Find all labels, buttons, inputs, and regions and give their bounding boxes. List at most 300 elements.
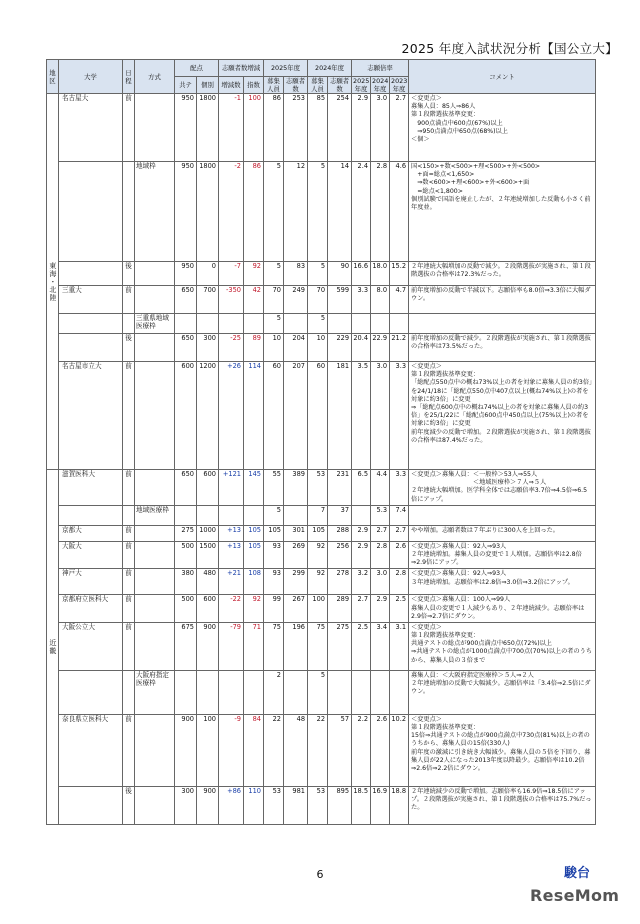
cell-r24: 5 [308, 670, 328, 714]
cell-i: 92 [244, 595, 264, 623]
cell-b25: 2.7 [352, 595, 371, 623]
cell-s25: 12 [284, 162, 308, 262]
cell-i: 71 [244, 622, 264, 670]
cell-s25: 269 [284, 541, 308, 569]
cell-b24: 8.0 [371, 286, 390, 314]
cell-r25: 60 [264, 362, 284, 470]
cell-s25: 253 [284, 94, 308, 162]
cell-term: 前 [123, 470, 135, 506]
cell-r25: 5 [264, 314, 284, 334]
header-shisu: 指数 [244, 77, 264, 94]
cell-b24 [371, 670, 390, 714]
header-b2025: 2025年度 [353, 77, 370, 93]
cell-b24: 3.4 [371, 622, 390, 670]
cell-method [135, 334, 175, 362]
cell-s24: 275 [328, 622, 352, 670]
cell-d: +21 [219, 569, 244, 595]
cell-b23: 3.3 [390, 470, 409, 506]
table-row [47, 595, 596, 623]
cell-k: 950 [175, 262, 197, 286]
cell-b [197, 670, 219, 714]
cell-term: 前 [123, 525, 135, 541]
cell-method [135, 622, 175, 670]
cell-s25: 299 [284, 569, 308, 595]
cell-b: 600 [197, 470, 219, 506]
cell-b: 1800 [197, 162, 219, 262]
cell-r25: 5 [264, 162, 284, 262]
cell-comment: やや増加。志願者数は７年ぶりに300人を上回った。 [409, 525, 596, 541]
cell-i: 110 [244, 786, 264, 824]
cell-b: 900 [197, 786, 219, 824]
cell-term: 前 [123, 541, 135, 569]
table-row [47, 505, 596, 525]
cell-b25: 3.3 [352, 286, 371, 314]
cell-b25: 2.9 [352, 525, 371, 541]
cell-b: 0 [197, 262, 219, 286]
cell-d: -25 [219, 334, 244, 362]
cell-method [135, 595, 175, 623]
cell-r24: 5 [308, 262, 328, 286]
cell-k: 650 [175, 470, 197, 506]
cell-method [135, 470, 175, 506]
cell-b25 [352, 670, 371, 714]
cell-b24: 3.0 [371, 362, 390, 470]
cell-term: 前 [123, 622, 135, 670]
cell-s24: 181 [328, 362, 352, 470]
cell-r24: 70 [308, 286, 328, 314]
cell-term [123, 314, 135, 334]
cell-b25 [352, 505, 371, 525]
cell-b: 700 [197, 286, 219, 314]
cell-b25: 3.5 [352, 362, 371, 470]
cell-s25: 207 [284, 362, 308, 470]
cell-i: 108 [244, 569, 264, 595]
cell-s24: 254 [328, 94, 352, 162]
table-row [47, 262, 596, 286]
cell-term: 後 [123, 262, 135, 286]
table-row [47, 714, 596, 786]
cell-comment: ＜変更点＞募集人員：92人⇒93人 ３年連続増加。志願倍率は2.8倍⇒3.0倍⇒3.2倍にアップ。 [409, 569, 596, 595]
cell-comment: ２年連続大幅増加の反動で減少。２段階選抜が実施され、第１段階選抜の合格率は72.3%だった。 [409, 262, 596, 286]
cell-comment: 前年度増加の反動で半減以下。志願倍率も8.0倍⇒3.3倍に大幅ダウン。 [409, 286, 596, 314]
cell-d [219, 670, 244, 714]
cell-b: 600 [197, 595, 219, 623]
cell-b23: 21.2 [390, 334, 409, 362]
header-shigan-change: 志願者数増減 [219, 60, 264, 77]
cell-d: -350 [219, 286, 244, 314]
cell-b23 [390, 314, 409, 334]
cell-b24 [371, 314, 390, 334]
cell-s25 [284, 670, 308, 714]
cell-univ: 名古屋大 [59, 94, 123, 162]
header-shigansha-2025: 志願者数 [284, 77, 308, 94]
cell-k: 950 [175, 162, 197, 262]
cell-b24: 5.3 [371, 505, 390, 525]
cell-term: 後 [123, 786, 135, 824]
cell-univ [59, 505, 123, 525]
page-number: 6 [316, 868, 324, 881]
cell-d: -2 [219, 162, 244, 262]
region-cell: 東海・北陸 [47, 94, 59, 470]
cell-r24: 60 [308, 362, 328, 470]
cell-b: 300 [197, 334, 219, 362]
cell-r25: 10 [264, 334, 284, 362]
header-bairitsu: 志願倍率 [352, 60, 409, 77]
cell-b25: 2.9 [352, 94, 371, 162]
table-row [47, 94, 596, 162]
cell-univ [59, 314, 123, 334]
cell-b25: 18.5 [352, 786, 371, 824]
cell-method: 地域医療枠 [135, 505, 175, 525]
header-kobetsu: 個別 [197, 77, 219, 94]
cell-i: 145 [244, 470, 264, 506]
cell-k: 650 [175, 286, 197, 314]
cell-r24: 5 [308, 162, 328, 262]
header-comment: コメント [409, 60, 596, 94]
cell-k [175, 314, 197, 334]
cell-b24: 18.0 [371, 262, 390, 286]
cell-i: 89 [244, 334, 264, 362]
cell-r25: 75 [264, 622, 284, 670]
cell-s24: 895 [328, 786, 352, 824]
cell-s25: 981 [284, 786, 308, 824]
cell-b23: 4.7 [390, 286, 409, 314]
cell-univ: 京都府立医科大 [59, 595, 123, 623]
header-univ: 大学 [59, 60, 123, 94]
cell-s24: 256 [328, 541, 352, 569]
cell-r24: 53 [308, 786, 328, 824]
cell-method [135, 786, 175, 824]
cell-method [135, 525, 175, 541]
cell-method: 三重県地域医療枠 [135, 314, 175, 334]
cell-method [135, 286, 175, 314]
cell-i: 105 [244, 541, 264, 569]
cell-b23: 3.1 [390, 622, 409, 670]
cell-i [244, 314, 264, 334]
cell-r25: 86 [264, 94, 284, 162]
header-term: 日程 [123, 60, 135, 94]
cell-d: +86 [219, 786, 244, 824]
admission-table [46, 59, 596, 825]
cell-r25: 5 [264, 262, 284, 286]
cell-b23: 7.4 [390, 505, 409, 525]
cell-b24: 2.9 [371, 595, 390, 623]
cell-b23: 2.7 [390, 94, 409, 162]
cell-univ: 三重大 [59, 286, 123, 314]
cell-d: -22 [219, 595, 244, 623]
cell-term: 前 [123, 714, 135, 786]
cell-k: 300 [175, 786, 197, 824]
cell-b24: 3.0 [371, 569, 390, 595]
cell-univ: 名古屋市立大 [59, 362, 123, 470]
cell-comment: ＜変更点＞募集人員：＜一般枠＞53人⇒55人 ＜地域医療枠＞７人⇒５人 ２年連続大幅増加。医学科全体では志願倍率3.7倍⇒4.5倍⇒6.5倍にアップ。 [409, 470, 596, 506]
cell-s24: 288 [328, 525, 352, 541]
table-row [47, 541, 596, 569]
header-b2024: 2024年度 [372, 77, 389, 93]
cell-r25: 5 [264, 505, 284, 525]
cell-i: 105 [244, 525, 264, 541]
cell-b23: 2.5 [390, 595, 409, 623]
cell-comment: ＜変更点＞ 募集人員：85人⇒86人 第１段階選抜基準変更： 900点満点中600点(67%)以上 ⇒950点満点中650点(68%)以上 ＜個＞ [409, 94, 596, 162]
cell-s25: 196 [284, 622, 308, 670]
cell-k: 275 [175, 525, 197, 541]
cell-b: 100 [197, 714, 219, 786]
cell-s25: 204 [284, 334, 308, 362]
cell-s24: 90 [328, 262, 352, 286]
cell-b23: 3.3 [390, 362, 409, 470]
cell-r25: 70 [264, 286, 284, 314]
header-b2023: 2023年度 [391, 77, 408, 93]
cell-method [135, 569, 175, 595]
table-row [47, 622, 596, 670]
cell-s24 [328, 314, 352, 334]
cell-method [135, 94, 175, 162]
cell-s25 [284, 505, 308, 525]
cell-d: -1 [219, 94, 244, 162]
cell-method: 地域枠 [135, 162, 175, 262]
cell-b25: 20.4 [352, 334, 371, 362]
cell-i [244, 670, 264, 714]
cell-term: 前 [123, 595, 135, 623]
cell-s24: 14 [328, 162, 352, 262]
header-zougen: 増減数 [219, 77, 244, 94]
cell-r25: 22 [264, 714, 284, 786]
cell-b: 1500 [197, 541, 219, 569]
cell-univ [59, 786, 123, 824]
cell-s25: 301 [284, 525, 308, 541]
cell-b25: 16.6 [352, 262, 371, 286]
cell-r24: 75 [308, 622, 328, 670]
cell-b23: 10.2 [390, 714, 409, 786]
cell-method [135, 362, 175, 470]
cell-b: 1200 [197, 362, 219, 470]
cell-s25: 48 [284, 714, 308, 786]
sundai-logo: 駿台 [564, 866, 591, 881]
cell-comment: ＜変更点＞募集人員：100人⇒99人 募集人員の変更で１人減少もあり、２年連続減少。志願倍率は2.9倍⇒2.7倍にダウン。 [409, 595, 596, 623]
table-row [47, 314, 596, 334]
cell-term: 後 [123, 334, 135, 362]
header-2024: 2024年度 [308, 60, 352, 77]
cell-k: 950 [175, 94, 197, 162]
cell-r25: 93 [264, 569, 284, 595]
cell-r25: 93 [264, 541, 284, 569]
cell-univ [59, 670, 123, 714]
cell-s24: 289 [328, 595, 352, 623]
cell-d: -9 [219, 714, 244, 786]
cell-r24: 85 [308, 94, 328, 162]
cell-i: 84 [244, 714, 264, 786]
cell-comment: 募集人員：＜大阪府指定医療枠＞５人⇒２人 ２年連続増加の反動で大幅減少。志願倍率は「3.4倍⇒2.5倍にダウン。 [409, 670, 596, 714]
cell-b24: 2.8 [371, 162, 390, 262]
cell-d [219, 505, 244, 525]
header-shigansha-2024: 志願者数 [328, 77, 352, 94]
cell-b25: 2.2 [352, 714, 371, 786]
cell-b: 480 [197, 569, 219, 595]
cell-method [135, 262, 175, 286]
cell-term: 前 [123, 362, 135, 470]
cell-univ [59, 162, 123, 262]
table-row [47, 525, 596, 541]
cell-d: +13 [219, 525, 244, 541]
header-region: 地区 [47, 60, 59, 94]
cell-k: 500 [175, 595, 197, 623]
cell-univ [59, 334, 123, 362]
cell-comment: ＜変更点＞ 第１段階選抜基準変更： 15倍⇒共通テストの総点が900点満点中730点(81%)以上の者のうちから、募集人員の15倍(330人) 前年度の激減に引き続き大幅減少。募集人員の５倍を下回り、募集人員が22人になった2013年度以降最少。志願倍率は10.2倍⇒2.6倍⇒2.2倍にダウン。 [409, 714, 596, 786]
cell-s25 [284, 314, 308, 334]
cell-s25: 267 [284, 595, 308, 623]
cell-d: +13 [219, 541, 244, 569]
cell-b23: 18.8 [390, 786, 409, 824]
cell-b24: 3.0 [371, 94, 390, 162]
cell-k: 650 [175, 334, 197, 362]
cell-b25: 2.5 [352, 622, 371, 670]
cell-b24: 2.7 [371, 525, 390, 541]
cell-b24: 2.8 [371, 541, 390, 569]
cell-s25: 83 [284, 262, 308, 286]
header-method: 方式 [135, 60, 175, 94]
cell-d: +26 [219, 362, 244, 470]
cell-i [244, 505, 264, 525]
cell-r24: 100 [308, 595, 328, 623]
cell-term [123, 670, 135, 714]
cell-r24: 10 [308, 334, 328, 362]
cell-b: 1800 [197, 94, 219, 162]
cell-comment: ＜変更点＞ 第１段階選抜基準変更： 共通テストの総点が900点満点中650点(72%)以上 ⇒共通テストの総点が1000点満点中700点(70%)以上の者のうちから、募集人員の３倍まで [409, 622, 596, 670]
cell-d: -7 [219, 262, 244, 286]
region-cell: 近畿 [47, 470, 59, 825]
cell-b: 1000 [197, 525, 219, 541]
cell-comment: ＜変更点＞募集人員：92人⇒93人 ２年連続増加。募集人員の変更で１人増加。志願倍率は2.8倍⇒2.9倍にアップ。 [409, 541, 596, 569]
cell-r25: 55 [264, 470, 284, 506]
cell-b25: 2.4 [352, 162, 371, 262]
cell-k [175, 670, 197, 714]
cell-i: 114 [244, 362, 264, 470]
cell-b [197, 314, 219, 334]
cell-k [175, 505, 197, 525]
cell-r25: 2 [264, 670, 284, 714]
cell-comment: 前年度増加の反動で減少。２段階選抜が実施され、第１段階選抜の合格率は73.5%だった。 [409, 334, 596, 362]
table-row [47, 569, 596, 595]
cell-comment: ＜変更点＞ 第１段階選抜基準変更： 「総配点550点中の概ね73%以上の者を対象に募集人員の約3倍」を24/1/18に「総配点550点中407点以上(概ね74%以上)の者を対象に約3倍」に変更 ⇒「総配点600点中の概ね74%以上の者を対象に募集人員の約3倍」を25/1/22に「総配点600点中450点以上(75%以上)の者を対象に約3倍」に変更 前年度減少の反動で増加。２段階選抜が実施され、第１段階選抜の合格率は87.4%だった。 [409, 362, 596, 470]
cell-b24: 2.6 [371, 714, 390, 786]
cell-comment: 国<150>+数<500>+理<500>+外<500> +面=総点<1,650> ⇒数<600>+理<600>+外<600>+面 =総点<1,800> 個別試験で国語を廃止したが、２年連続増加した反動も小さく前年度並。 [409, 162, 596, 262]
cell-b25: 2.9 [352, 541, 371, 569]
header-boshu-2024: 募集人員 [308, 77, 328, 94]
cell-term [123, 162, 135, 262]
cell-r24: 22 [308, 714, 328, 786]
cell-b25: 3.2 [352, 569, 371, 595]
cell-comment [409, 314, 596, 334]
cell-b23: 2.7 [390, 525, 409, 541]
cell-d: -79 [219, 622, 244, 670]
cell-term: 前 [123, 94, 135, 162]
cell-k: 380 [175, 569, 197, 595]
cell-s24: 57 [328, 714, 352, 786]
cell-r24: 105 [308, 525, 328, 541]
cell-i: 100 [244, 94, 264, 162]
header-kyotsu: 共テ [175, 77, 197, 94]
cell-s24: 231 [328, 470, 352, 506]
header-haiten: 配点 [175, 60, 219, 77]
cell-method [135, 714, 175, 786]
cell-term: 前 [123, 569, 135, 595]
cell-method: 大阪府指定医療枠 [135, 670, 175, 714]
cell-s24: 37 [328, 505, 352, 525]
cell-comment [409, 505, 596, 525]
cell-b24: 22.9 [371, 334, 390, 362]
cell-s25: 249 [284, 286, 308, 314]
cell-b23 [390, 670, 409, 714]
cell-b25 [352, 314, 371, 334]
cell-b [197, 505, 219, 525]
cell-r25: 99 [264, 595, 284, 623]
cell-b24: 16.9 [371, 786, 390, 824]
cell-b: 900 [197, 622, 219, 670]
cell-r25: 105 [264, 525, 284, 541]
cell-r24: 7 [308, 505, 328, 525]
cell-s24: 599 [328, 286, 352, 314]
cell-b24: 4.4 [371, 470, 390, 506]
cell-univ: 滋賀医科大 [59, 470, 123, 506]
cell-i: 42 [244, 286, 264, 314]
cell-univ: 大阪大 [59, 541, 123, 569]
cell-k: 600 [175, 362, 197, 470]
cell-b23: 2.8 [390, 569, 409, 595]
cell-s24 [328, 670, 352, 714]
cell-comment: ２年連続減少の反動で増加。志願倍率も16.9倍⇒18.5倍にアップ。２段階選抜が実施され、第１段階選抜の合格率は75.7%だった。 [409, 786, 596, 824]
cell-d [219, 314, 244, 334]
cell-univ [59, 262, 123, 286]
table-row [47, 286, 596, 314]
cell-i: 86 [244, 162, 264, 262]
cell-univ: 奈良県立医科大 [59, 714, 123, 786]
cell-k: 675 [175, 622, 197, 670]
table-row [47, 162, 596, 262]
cell-r24: 53 [308, 470, 328, 506]
table-body [47, 94, 596, 825]
table-row [47, 670, 596, 714]
cell-d: +121 [219, 470, 244, 506]
cell-b23: 4.6 [390, 162, 409, 262]
page-title: 2025 年度入試状況分析【国公立大】 [401, 41, 618, 56]
header-boshu-2025: 募集人員 [264, 77, 284, 94]
cell-univ: 神戸大 [59, 569, 123, 595]
cell-term [123, 505, 135, 525]
resemom-logo: ReseMom [530, 886, 620, 905]
cell-r24: 92 [308, 541, 328, 569]
table-row [47, 334, 596, 362]
cell-method [135, 541, 175, 569]
cell-r24: 92 [308, 569, 328, 595]
cell-k: 900 [175, 714, 197, 786]
table-row [47, 362, 596, 470]
cell-r24: 5 [308, 314, 328, 334]
cell-b23: 2.6 [390, 541, 409, 569]
cell-k: 500 [175, 541, 197, 569]
cell-s24: 229 [328, 334, 352, 362]
cell-b23: 15.2 [390, 262, 409, 286]
cell-term: 前 [123, 286, 135, 314]
cell-r25: 53 [264, 786, 284, 824]
table-row [47, 470, 596, 506]
cell-i: 92 [244, 262, 264, 286]
table-row [47, 786, 596, 824]
header-2025: 2025年度 [264, 60, 308, 77]
cell-b25: 6.5 [352, 470, 371, 506]
cell-s24: 278 [328, 569, 352, 595]
cell-univ: 大阪公立大 [59, 622, 123, 670]
cell-s25: 389 [284, 470, 308, 506]
